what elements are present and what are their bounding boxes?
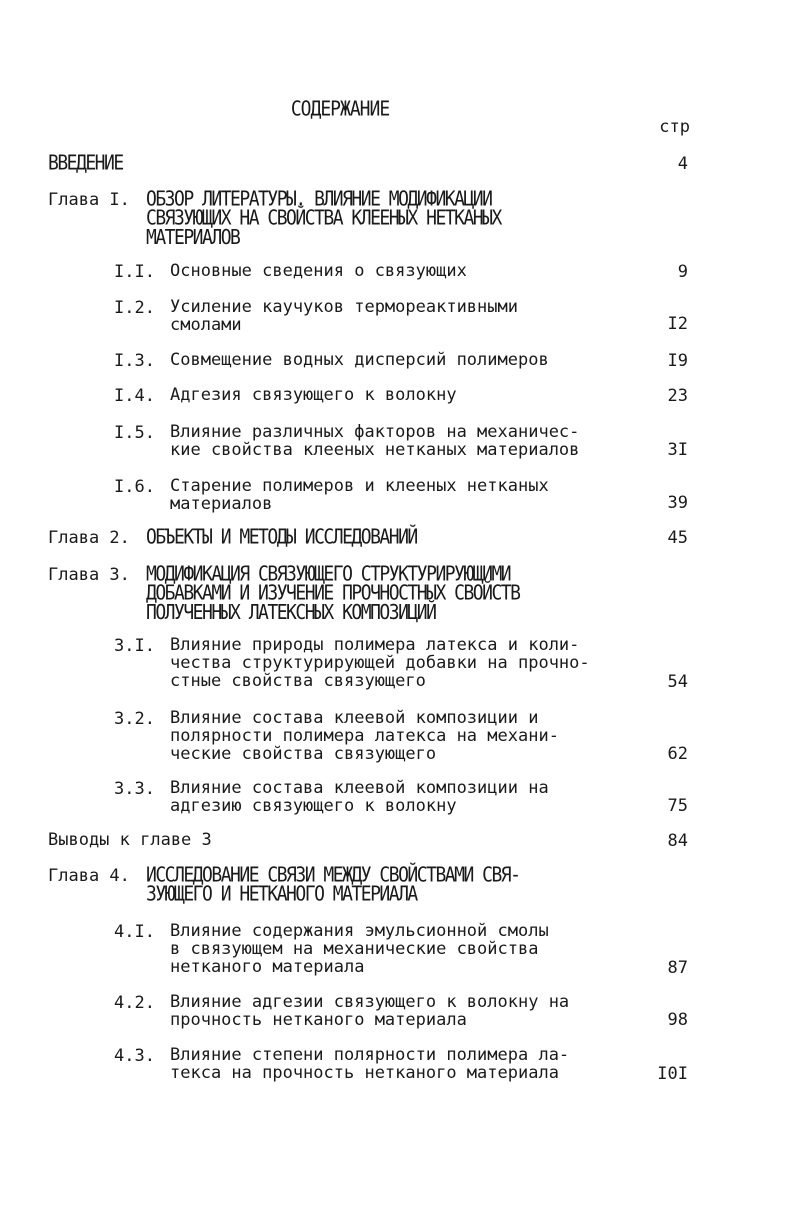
toc-entry-page: 9: [677, 262, 688, 282]
toc-entry-page: 54: [667, 672, 688, 692]
toc-entry-page: 84: [667, 831, 688, 851]
toc-entry-prefix: 4.3.: [114, 1046, 155, 1066]
toc-entry-prefix: Глава 2.: [48, 528, 130, 548]
toc-entry-page: 3I: [667, 440, 688, 460]
toc-entry-text: Усиление каучуков термореактивными смолами: [170, 297, 518, 335]
toc-entry-page: 98: [667, 1010, 688, 1030]
toc-entry-prefix: 4.I.: [114, 922, 155, 942]
page-column-label: стр: [659, 117, 690, 137]
toc-entry-page: 45: [667, 528, 688, 548]
toc-entry-text: ИССЛЕДОВАНИЕ СВЯЗИ МЕЖДУ СВОЙСТВАМИ СВЯ- ЗУЮЩЕГО И НЕТКАНОГО МАТЕРИАЛА: [146, 863, 520, 907]
toc-entry-prefix: Глава 4.: [48, 866, 130, 886]
toc-entry-text: Влияние различных факторов на механичес- кие свойства клееных нетканых материалов: [170, 422, 580, 460]
toc-entry-text: Выводы к главе 3: [48, 830, 212, 850]
toc-entry-text: Основные сведения о связующих: [170, 261, 467, 281]
toc-entry-page: 23: [667, 386, 688, 406]
page-title: СОДЕРЖАНИЕ: [290, 97, 390, 122]
toc-entry-prefix: 4.2.: [114, 993, 155, 1013]
toc-entry-text: Совмещение водных дисперсий полимеров: [170, 350, 549, 370]
toc-entry-page: I9: [667, 351, 688, 371]
toc-entry-page: 87: [667, 958, 688, 978]
toc-entry-prefix: I.6.: [114, 477, 155, 497]
toc-entry-text: Влияние состава клеевой композиции на адгезию связующего к волокну: [170, 778, 549, 816]
toc-entry-prefix: I.2.: [114, 298, 155, 318]
toc-entry-text: Адгезия связующего к волокну: [170, 385, 457, 405]
toc-entry-prefix: 3.I.: [114, 636, 155, 656]
toc-entry-text: ОБЪЕКТЫ И МЕТОДЫ ИССЛЕДОВАНИЙ: [146, 525, 417, 550]
toc-entry-prefix: 3.2.: [114, 709, 155, 729]
toc-entry-prefix: I.4.: [114, 386, 155, 406]
toc-entry-page: I2: [667, 314, 688, 334]
toc-entry-page: 39: [667, 493, 688, 513]
toc-entry-prefix: Глава 3.: [48, 565, 130, 585]
toc-entry-prefix: Глава I.: [48, 190, 130, 210]
toc-entry-text: Влияние содержания эмульсионной смолы в связующем на механические свойства нетканого материала: [170, 921, 549, 977]
toc-entry-text: ВВЕДЕНИЕ: [48, 151, 123, 176]
toc-entry-text: Влияние адгезии связующего к волокну на прочность нетканого материала: [170, 992, 570, 1030]
toc-entry-text: МОДИФИКАЦИЯ СВЯЗУЮЩЕГО СТРУКТУРИРУЮЩИМИ ДОБАВКАМИ И ИЗУЧЕНИЕ ПРОЧНОСТНЫХ СВОЙСТВ ПОЛУЧЕННЫХ ЛАТЕКСНЫХ КОМПОЗИЦИЙ: [146, 562, 520, 625]
toc-entry-text: Влияние природы полимера латекса и коли- чества структурирующей добавки на прочно- стные свойства связующего: [170, 635, 590, 691]
toc-entry-page: 75: [667, 796, 688, 816]
toc-entry-prefix: I.5.: [114, 423, 155, 443]
toc-entry-page: I0I: [657, 1064, 688, 1084]
toc-entry-text: ОБЗОР ЛИТЕРАТУРЫ. ВЛИЯНИЕ МОДИФИКАЦИИ СВЯЗУЮЩИХ НА СВОЙСТВА КЛЕЕНЫХ НЕТКАНЫХ МАТЕРИАЛОВ: [146, 187, 501, 250]
toc-entry-page: 62: [667, 744, 688, 764]
toc-entry-prefix: I.3.: [114, 351, 155, 371]
toc-entry-text: Старение полимеров и клееных нетканых материалов: [170, 476, 549, 514]
toc-entry-prefix: 3.3.: [114, 779, 155, 799]
toc-entry-text: Влияние степени полярности полимера ла- текса на прочность нетканого материала: [170, 1045, 570, 1083]
toc-entry-prefix: I.I.: [114, 262, 155, 282]
toc-entry-page: 4: [677, 154, 688, 174]
toc-entry-text: Влияние состава клеевой композиции и полярности полимера латекса на механи- ческие свойства связующего: [170, 708, 559, 764]
